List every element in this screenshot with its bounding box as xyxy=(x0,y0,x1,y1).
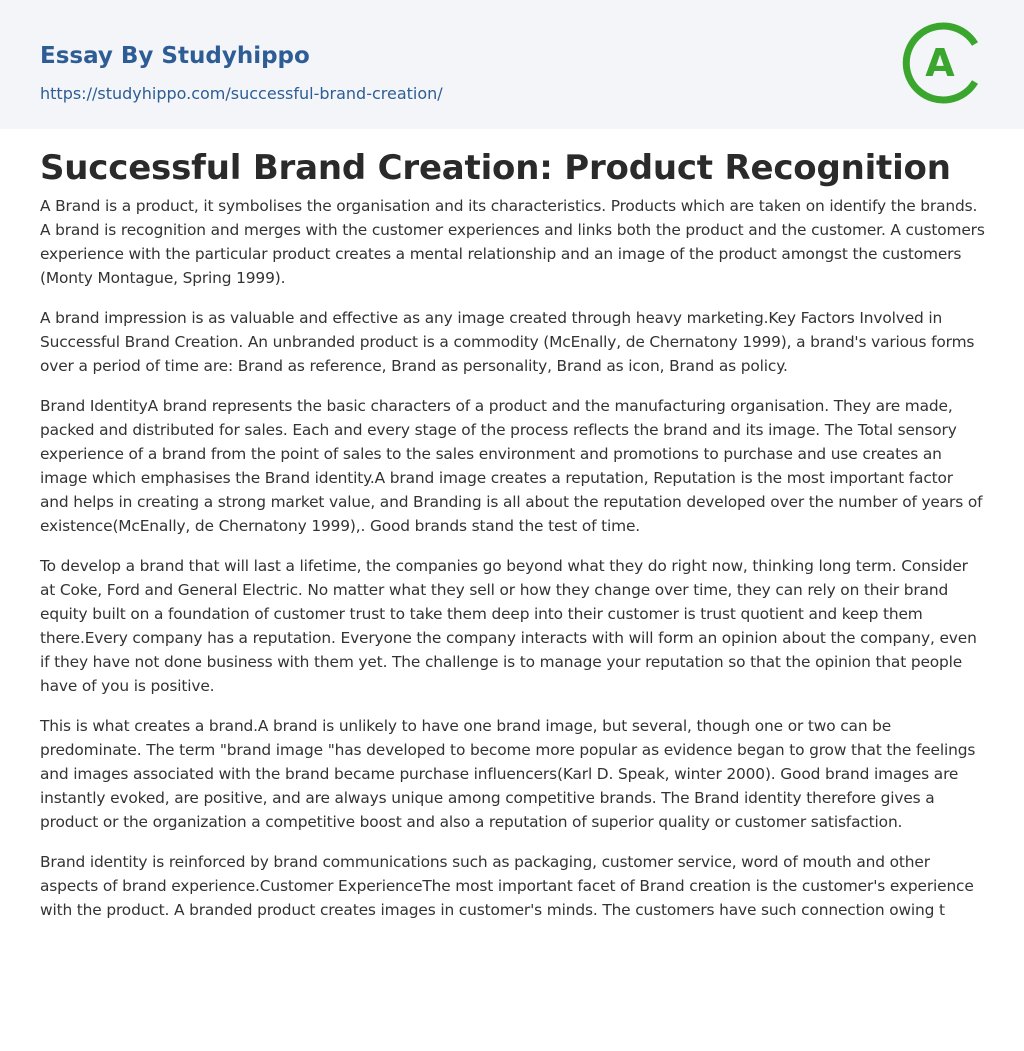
essay-paragraph: A Brand is a product, it symbolises the organisation and its characteristics. Products which are taken on identify the brands. A brand is recognition and merges with the customer experiences and links both the product and the customer. A customers experience with the particular product creates a mental relationship and an image of the product amongst the customers (Monty Montague, Spring 1999). xyxy=(40,197,985,287)
essay-content xyxy=(40,144,986,938)
page-title: Successful Brand Creation: Product Recognition xyxy=(40,148,951,188)
essay-paragraph: Brand identity is reinforced by brand communications such as packaging, customer service, word of mouth and other aspects of brand experience.Customer ExperienceThe most important facet of Brand creation is the customer's experience with the product. A branded product creates images in customer's minds. The customers have such connection owing t xyxy=(40,853,974,919)
essay-paragraph: To develop a brand that will last a lifetime, the companies go beyond what they do right now, thinking long term. Consider at Coke, Ford and General Electric. No matter what they sell or how they change over time, they can rely on their brand equity built on a foundation of customer trust to take them deep into their customer is trust quotient and keep them there.Every company has a reputation. Everyone the company interacts with will form an opinion about the company, even if they have not done business with them yet. The challenge is to manage your reputation so that the opinion that people have of you is positive. xyxy=(40,557,977,695)
site-title: Essay By Studyhippo xyxy=(40,43,310,69)
logo-letter: A xyxy=(925,41,955,85)
essay-paragraph: A brand impression is as valuable and effective as any image created through heavy marketing.Key Factors Involved in Successful Brand Creation. An unbranded product is a commodity (McEnally, de Chernatony 1999), a brand's various forms over a period of time are: Brand as reference, Brand as personality, Brand as icon, Brand as policy. xyxy=(40,309,975,375)
studyhippo-logo-icon[interactable] xyxy=(902,18,992,108)
essay-paragraph: Brand IdentityA brand represents the basic characters of a product and the manufacturing organisation. They are made, packed and distributed for sales. Each and every stage of the process reflects the brand and its image. The Total sensory experience of a brand from the point of sales to the sales environment and promotions to purchase and use creates an image which emphasises the Brand identity.A brand image creates a reputation, Reputation is the most important factor and helps in creating a strong market value, and Branding is all about the reputation developed over the number of years of existence(McEnally, de Chernatony 1999),. Good brands stand the test of time. xyxy=(40,397,983,535)
essay-paragraph: This is what creates a brand.A brand is unlikely to have one brand image, but several, though one or two can be predominate. The term "brand image "has developed to become more popular as evidence began to grow that the feelings and images associated with the brand became purchase influencers(Karl D. Speak, winter 2000). Good brand images are instantly evoked, are positive, and are always unique among competitive brands. The Brand identity therefore gives a product or the organization a competitive boost and also a reputation of superior quality or customer satisfaction. xyxy=(40,717,976,831)
site-header xyxy=(0,0,1024,129)
essay-url-link[interactable]: https://studyhippo.com/successful-brand-creation/ xyxy=(40,84,443,103)
